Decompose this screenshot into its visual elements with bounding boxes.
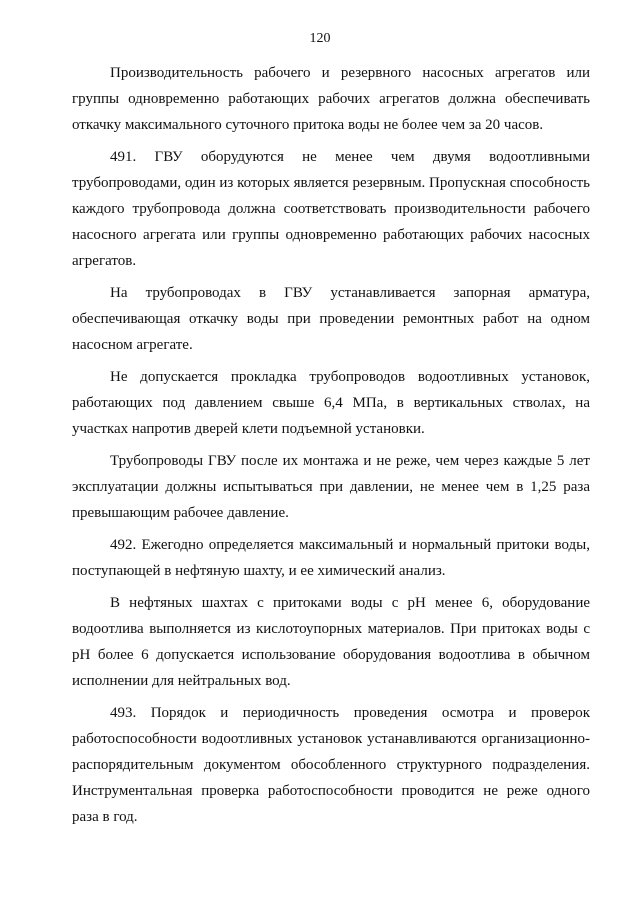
paragraph-491-pipelines: 491. ГВУ оборудуются не менее чем двумя водоотливными трубопроводами, один из которых является резервным. Пропускная способность каждого трубопровода должна соответствовать производительности рабочего насосного агрегата или группы одновременно работающих рабочих насосных агрегатов. [72,149,590,269]
paragraph-pressure-testing: Трубопроводы ГВУ после их монтажа и не реже, чем через каждые 5 лет эксплуатации должны испытываться при давлении, не менее чем в 1,25 раза превышающим рабочее давление. [72,453,590,521]
paragraph-pump-capacity: Производительность рабочего и резервного насосных агрегатов или группы одновременно работающих рабочих агрегатов должна обеспечивать откачку максимального суточного притока воды не более чем за 20 часов. [72,65,590,133]
paragraph-492-water-inflow: 492. Ежегодно определяется максимальный и нормальный притоки воды, поступающей в нефтяную шахту, и ее химический анализ. [72,537,590,579]
page-number: 120 [309,31,331,46]
paragraph-pipeline-laying-restriction: Не допускается прокладка трубопроводов водоотливных установок, работающих под давлением свыше 6,4 МПа, в вертикальных стволах, на участках напротив дверей клети подъемной установки. [72,369,590,437]
paragraph-shutoff-valves: На трубопроводах в ГВУ устанавливается запорная арматура, обеспечивающая откачку воды при проведении ремонтных работ на одном насосном агрегате. [72,285,590,353]
paragraph-493-inspection: 493. Порядок и периодичность проведения осмотра и проверок работоспособности водоотливных установок устанавливаются организационно-распорядительным документом обособленного структурного подразделения. Инструментальная проверка работоспособности проводится не реже одного раза в год. [72,705,590,825]
paragraph-acid-resistant-equipment: В нефтяных шахтах с притоками воды с pH менее 6, оборудование водоотлива выполняется из кислотоупорных материалов. При притоках воды с pH более 6 допускается использование оборудования водоотлива в обычном исполнении для нейтральных вод. [72,595,590,689]
document-body [72,60,590,836]
